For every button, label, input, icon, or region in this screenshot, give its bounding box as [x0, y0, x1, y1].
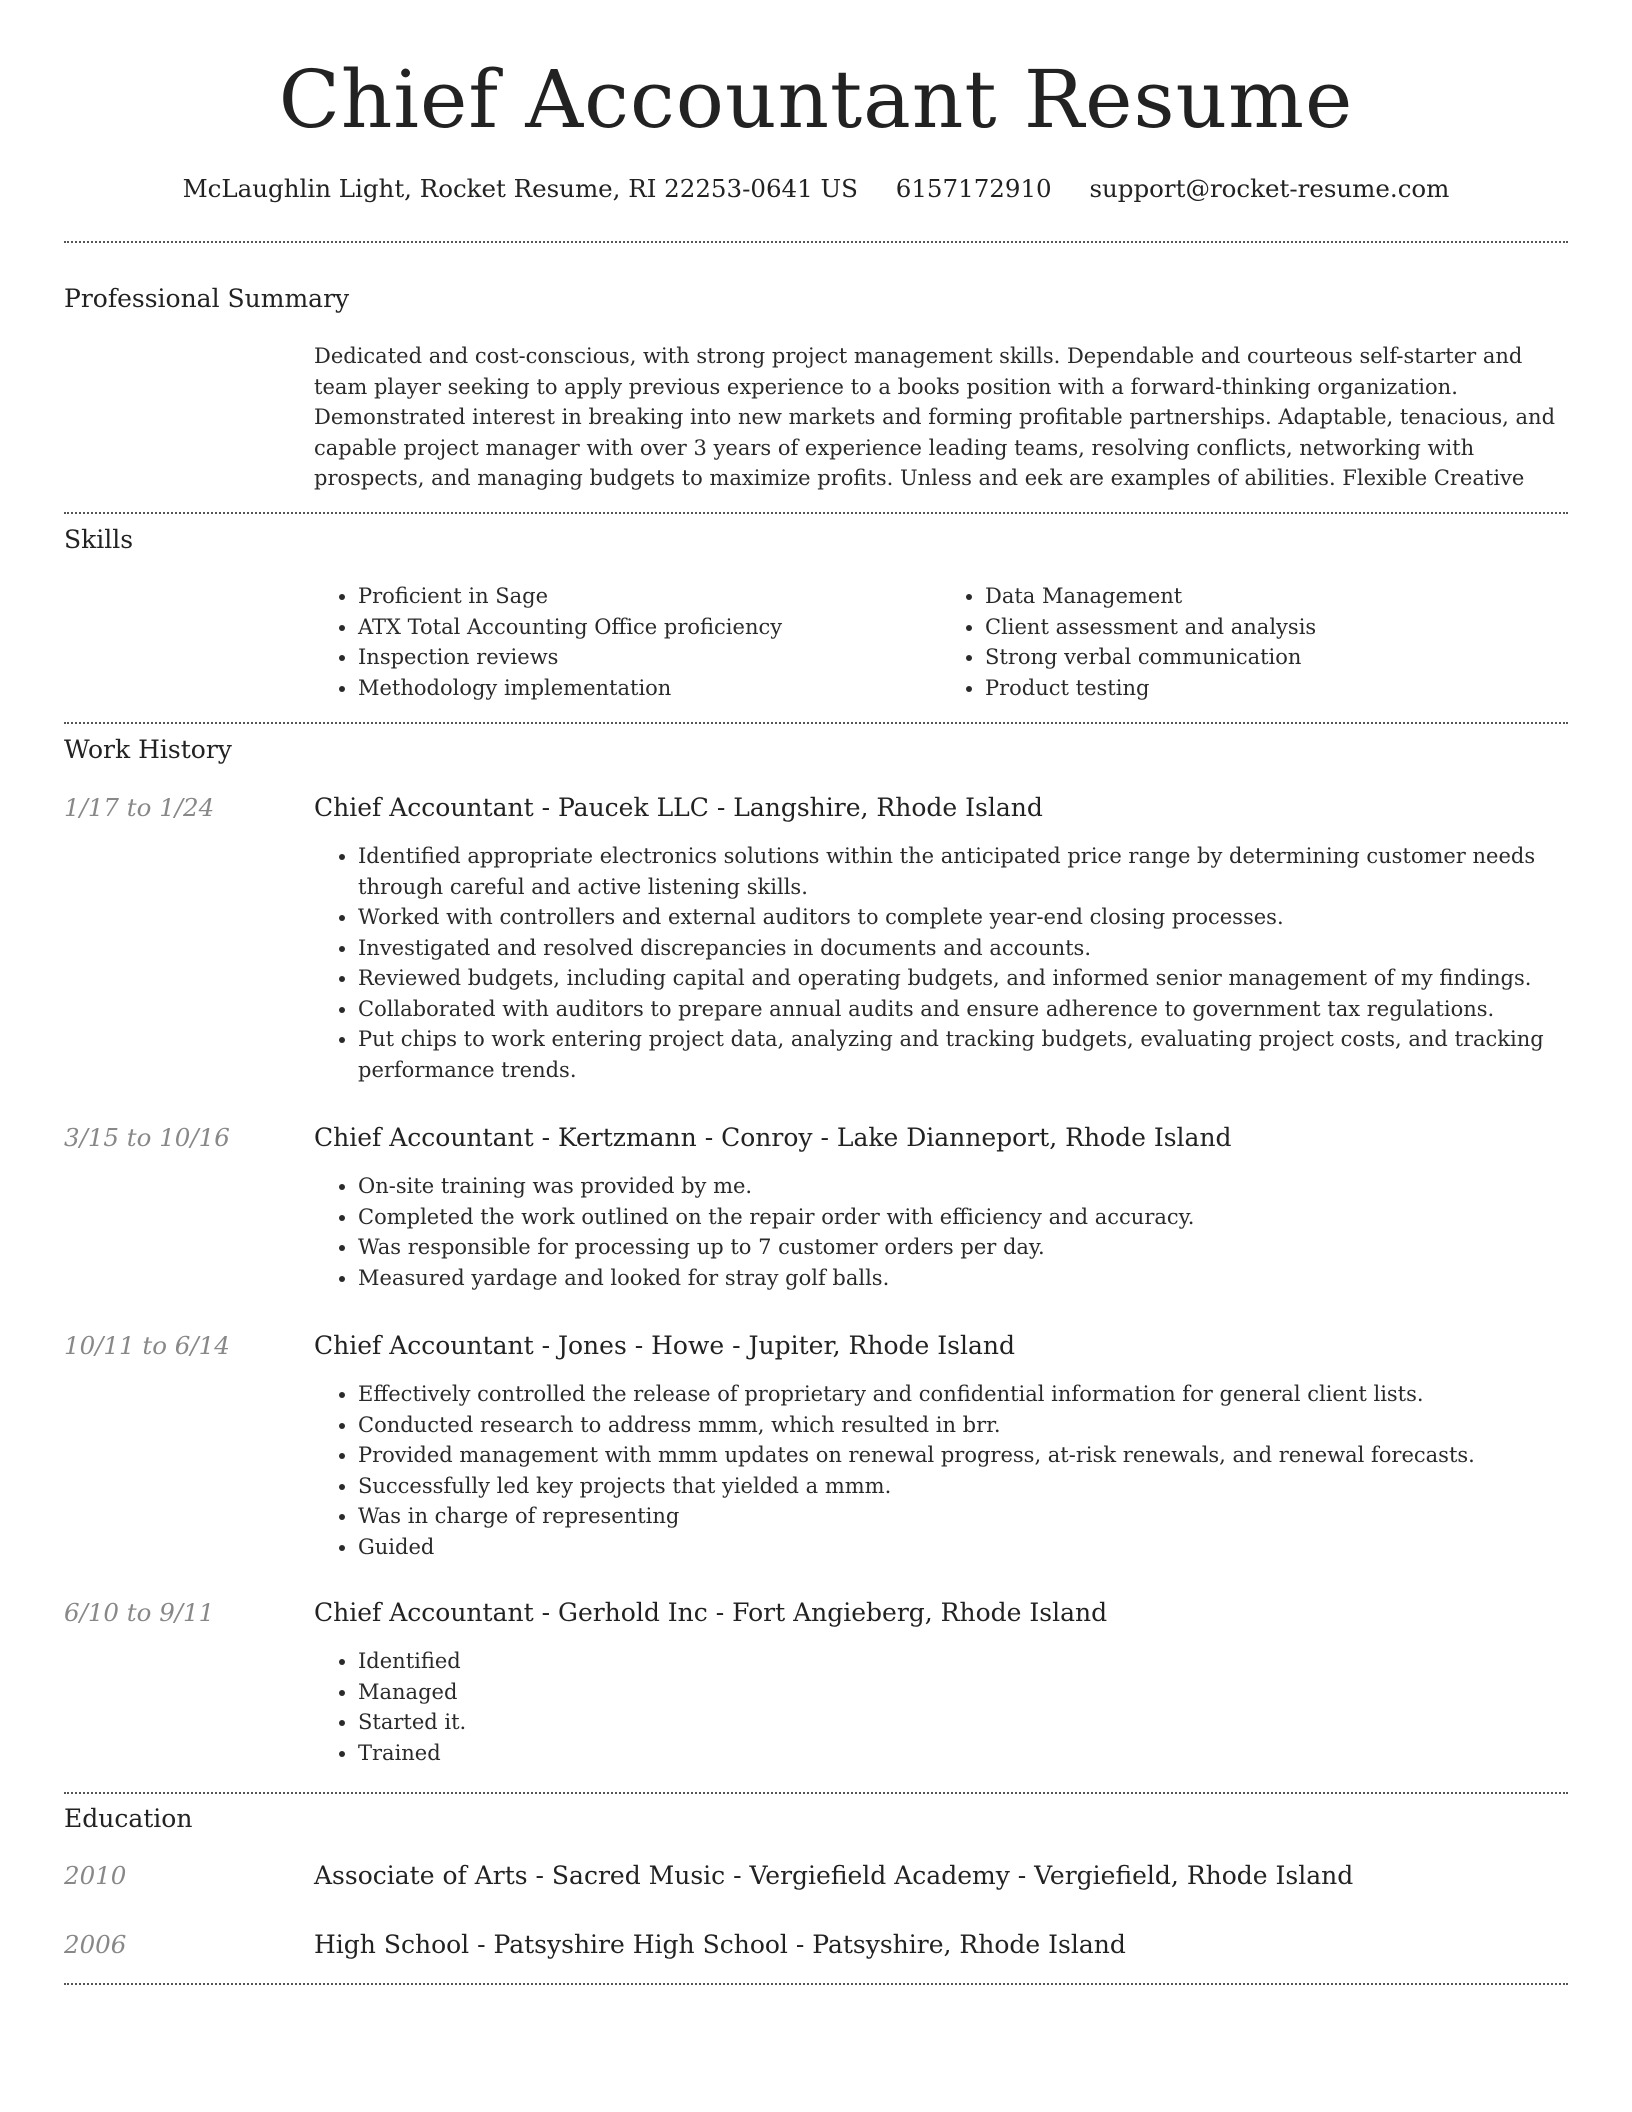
job-bullet: • Was responsible for processing up to 7 customer orders per day. — [358, 1232, 1568, 1263]
skills-column-left — [314, 581, 941, 703]
skills-column-right — [941, 581, 1568, 703]
job-bullet: • Investigated and resolved discrepancies in documents and accounts. — [358, 933, 1568, 964]
job-heading: Chief Accountant - Paucek LLC - Langshire, Rhode Island — [314, 793, 1043, 822]
job-dates: 6/10 to 9/11 — [64, 1598, 215, 1627]
job-bullet: • Completed the work outlined on the repair order with efficiency and accuracy. — [358, 1202, 1568, 1233]
job-bullet: • Successfully led key projects that yielded a mmm. — [358, 1471, 1568, 1502]
contact-address: McLaughlin Light, Rocket Resume, RI 22253-0641 US — [182, 174, 858, 203]
job-bullet: • Effectively controlled the release of proprietary and confidential information for general client lists. — [358, 1379, 1568, 1410]
job-bullet: • Trained — [358, 1738, 1568, 1769]
job-bullet: • Managed — [358, 1677, 1568, 1708]
job-bullet: • Identified — [358, 1646, 1568, 1677]
skill-item: • Inspection reviews — [358, 642, 941, 673]
section-divider — [64, 722, 1568, 724]
job-bullets — [314, 1379, 1568, 1562]
job-bullet: • Started it. — [358, 1707, 1568, 1738]
skill-item: • Client assessment and analysis — [985, 612, 1568, 643]
skills-heading: Skills — [64, 525, 134, 554]
resume-title: Chief Accountant Resume — [278, 53, 1354, 146]
job-dates: 1/17 to 1/24 — [64, 793, 215, 822]
job-heading: Chief Accountant - Kertzmann - Conroy - Lake Dianneport, Rhode Island — [314, 1123, 1232, 1152]
education-year: 2010 — [64, 1861, 127, 1890]
job-bullet: • Was in charge of representing — [358, 1501, 1568, 1532]
section-divider — [64, 241, 1568, 243]
job-bullet: • On-site training was provided by me. — [358, 1171, 1568, 1202]
education-heading: Associate of Arts - Sacred Music - Vergiefield Academy - Vergiefield, Rhode Island — [314, 1861, 1354, 1890]
job-bullet: • Guided — [358, 1532, 1568, 1563]
job-bullets — [314, 1171, 1568, 1293]
education-heading: High School - Patsyshire High School - Patsyshire, Rhode Island — [314, 1930, 1126, 1959]
job-bullet: • Reviewed budgets, including capital and operating budgets, and informed senior management of my findings. — [358, 963, 1568, 994]
job-heading: Chief Accountant - Jones - Howe - Jupiter, Rhode Island — [314, 1331, 1015, 1360]
job-bullet: • Collaborated with auditors to prepare annual audits and ensure adherence to government tax regulations. — [358, 994, 1568, 1025]
section-divider — [64, 1792, 1568, 1794]
job-bullets — [314, 841, 1568, 1085]
job-bullet: • Identified appropriate electronics solutions within the anticipated price range by determining customer needs through careful and active listening skills. — [358, 841, 1568, 902]
job-bullet: • Worked with controllers and external auditors to complete year-end closing processes. — [358, 902, 1568, 933]
skill-item: • Methodology implementation — [358, 673, 941, 704]
education-heading: Education — [64, 1804, 193, 1833]
job-heading: Chief Accountant - Gerhold Inc - Fort Angieberg, Rhode Island — [314, 1598, 1108, 1627]
contact-line — [64, 174, 1568, 203]
summary-text: Dedicated and cost-conscious, with strong project management skills. Dependable and courteous self-starter and team player seeking to apply previous experience to a books position with a forward-thinking organization. Demonstrated interest in breaking into new markets and forming profitable partnerships. Adaptable, tenacious, and capable project manager with over 3 years of experience leading teams, resolving conflicts, networking with prospects, and managing budgets to maximize profits. Unless and eek are examples of abilities. Flexible Creative — [314, 344, 1556, 490]
skill-item: • Data Management — [985, 581, 1568, 612]
resume-page — [64, 0, 1568, 1959]
work-history-heading: Work History — [64, 735, 232, 764]
skills-list — [314, 581, 1568, 703]
contact-email: support@rocket-resume.com — [1089, 174, 1450, 203]
summary-heading: Professional Summary — [64, 284, 350, 313]
section-divider — [64, 1983, 1568, 1985]
job-dates: 10/11 to 6/14 — [64, 1331, 230, 1360]
section-divider — [64, 512, 1568, 514]
job-bullets — [314, 1646, 1568, 1768]
education-year: 2006 — [64, 1930, 127, 1959]
skill-item: • ATX Total Accounting Office proficiency — [358, 612, 941, 643]
contact-phone: 6157172910 — [895, 174, 1052, 203]
job-bullet: • Provided management with mmm updates on renewal progress, at-risk renewals, and renewal forecasts. — [358, 1440, 1568, 1471]
job-bullet: • Measured yardage and looked for stray golf balls. — [358, 1263, 1568, 1294]
job-bullet: • Conducted research to address mmm, which resulted in brr. — [358, 1410, 1568, 1441]
job-bullet: • Put chips to work entering project data, analyzing and tracking budgets, evaluating project costs, and tracking performance trends. — [358, 1024, 1568, 1085]
skill-item: • Proficient in Sage — [358, 581, 941, 612]
job-dates: 3/15 to 10/16 — [64, 1123, 230, 1152]
skill-item: • Product testing — [985, 673, 1568, 704]
skill-item: • Strong verbal communication — [985, 642, 1568, 673]
